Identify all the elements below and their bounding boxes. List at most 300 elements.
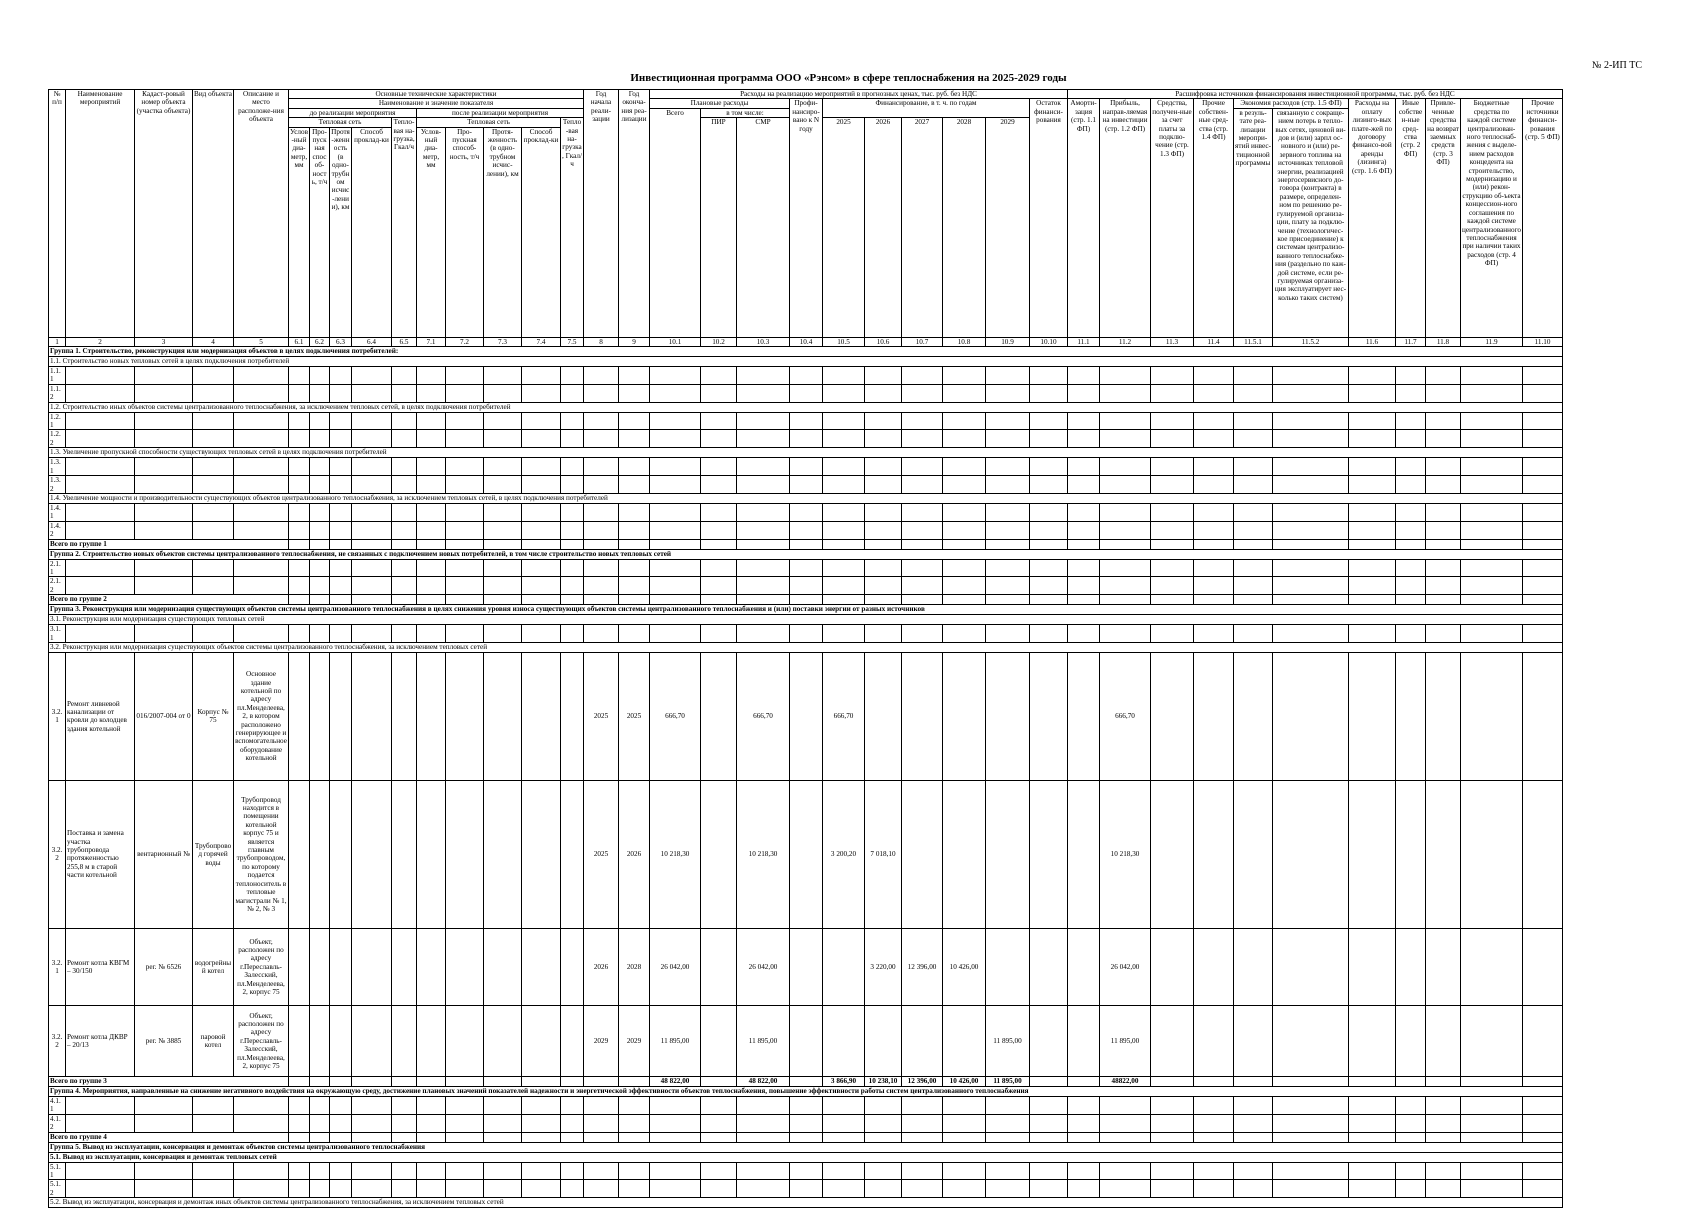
empty-cell xyxy=(986,1096,1030,1114)
empty-cell xyxy=(135,1162,193,1180)
empty-cell xyxy=(1523,539,1563,549)
empty-cell xyxy=(446,625,484,643)
item-name: Ремонт ливневой канализации от кровли до колодцев здания котельной xyxy=(66,652,135,780)
empty-cell xyxy=(1523,595,1563,605)
empty-cell xyxy=(352,625,392,643)
hdr-financing-years: Финансирование, в т. ч. по годам xyxy=(823,99,1030,118)
item-y2026 xyxy=(865,652,902,780)
empty-cell xyxy=(1068,1162,1100,1180)
table-row xyxy=(49,780,1563,928)
empty-cell xyxy=(417,367,446,385)
empty-cell xyxy=(289,430,310,448)
empty-cell xyxy=(790,458,823,476)
column-number: 10.5 xyxy=(823,337,865,346)
empty-cell xyxy=(561,595,584,605)
empty-cell xyxy=(1461,1005,1523,1076)
column-number: 2 xyxy=(66,337,135,346)
section-title: 1.2. Строительство иных объектов системы централизованного теплоснабжения, за исключением тепловых сетей, в целях подключения потребителей xyxy=(49,402,1563,412)
empty-cell xyxy=(1151,521,1194,539)
empty-cell xyxy=(1426,1076,1461,1086)
empty-cell xyxy=(417,458,446,476)
empty-cell xyxy=(1234,1132,1273,1142)
empty-cell xyxy=(737,539,790,549)
column-number: 10.9 xyxy=(986,337,1030,346)
total-total: 48 822,00 xyxy=(650,1076,701,1086)
empty-cell xyxy=(446,367,484,385)
empty-cell xyxy=(943,503,986,521)
hdr-other-own: Прочие собствен-ные сред-ства (стр. 1.4 ФП) xyxy=(1194,99,1234,337)
empty-cell xyxy=(522,928,561,1005)
empty-cell xyxy=(1396,559,1426,577)
item-desc: Объект, расположен по адресу г.Переславль-Залесский, пл.Менделеева, 2, корпус 75 xyxy=(234,1005,289,1076)
empty-cell xyxy=(790,430,823,448)
empty-cell xyxy=(352,1096,392,1114)
empty-cell xyxy=(584,577,619,595)
empty-cell xyxy=(1234,1114,1273,1132)
hdr-network-before: Тепловая сеть xyxy=(289,118,392,127)
empty-cell xyxy=(310,780,330,928)
empty-cell xyxy=(66,577,135,595)
empty-cell xyxy=(310,625,330,643)
hdr-before: до реализации мероприятия xyxy=(289,108,417,117)
empty-cell xyxy=(234,625,289,643)
empty-cell xyxy=(310,1114,330,1132)
item-y2028 xyxy=(943,1005,986,1076)
empty-cell xyxy=(1461,367,1523,385)
empty-cell xyxy=(865,625,902,643)
table-row xyxy=(49,1180,1563,1198)
empty-cell xyxy=(330,539,352,549)
hdr-y2027: 2027 xyxy=(902,118,943,337)
empty-cell xyxy=(737,1162,790,1180)
empty-cell xyxy=(902,384,943,402)
empty-cell xyxy=(484,625,522,643)
empty-cell xyxy=(1151,1162,1194,1180)
empty-cell xyxy=(737,1114,790,1132)
empty-cell xyxy=(234,1114,289,1132)
empty-cell xyxy=(986,503,1030,521)
empty-cell xyxy=(310,430,330,448)
empty-cell xyxy=(417,521,446,539)
empty-cell xyxy=(584,367,619,385)
empty-cell xyxy=(417,595,446,605)
total-y2027: 12 396,00 xyxy=(902,1076,943,1086)
empty-cell xyxy=(310,928,330,1005)
empty-cell xyxy=(1030,780,1068,928)
item-pir xyxy=(701,780,737,928)
row-number: 1.3.2 xyxy=(49,476,66,494)
empty-cell xyxy=(701,367,737,385)
empty-cell xyxy=(619,1114,650,1132)
empty-cell xyxy=(484,1114,522,1132)
empty-cell xyxy=(330,780,352,928)
empty-cell xyxy=(1030,595,1068,605)
empty-cell xyxy=(619,367,650,385)
empty-cell xyxy=(417,652,446,780)
column-number: 10.10 xyxy=(1030,337,1068,346)
empty-cell xyxy=(1151,412,1194,430)
empty-cell xyxy=(1030,625,1068,643)
empty-cell xyxy=(234,1096,289,1114)
total-label: Всего по группе 1 xyxy=(49,539,289,549)
empty-cell xyxy=(986,577,1030,595)
empty-cell xyxy=(446,928,484,1005)
empty-cell xyxy=(66,521,135,539)
empty-cell xyxy=(865,458,902,476)
empty-cell xyxy=(522,1114,561,1132)
total-row xyxy=(49,539,1563,549)
empty-cell xyxy=(1523,384,1563,402)
empty-cell xyxy=(193,458,234,476)
empty-cell xyxy=(701,1132,737,1142)
section-row xyxy=(49,448,1563,458)
hdr-tech-specs: Основные технические характеристики xyxy=(289,90,584,99)
item-cad: рег. № 3885 xyxy=(135,1005,193,1076)
column-number: 7.1 xyxy=(417,337,446,346)
empty-cell xyxy=(1396,1076,1426,1086)
empty-cell xyxy=(737,1180,790,1198)
empty-cell xyxy=(1426,384,1461,402)
empty-cell xyxy=(417,503,446,521)
section-title: 3.2. Реконструкция или модернизация существующих объектов системы централизованного теплоснабжения, за исключением тепловых сетей xyxy=(49,642,1563,652)
table-row xyxy=(49,1096,1563,1114)
empty-cell xyxy=(943,1096,986,1114)
row-number: 2.1.1 xyxy=(49,559,66,577)
empty-cell xyxy=(193,503,234,521)
empty-cell xyxy=(1194,625,1234,643)
column-number: 9 xyxy=(619,337,650,346)
empty-cell xyxy=(1523,577,1563,595)
item-kind: паровой котел xyxy=(193,1005,234,1076)
empty-cell xyxy=(522,367,561,385)
empty-cell xyxy=(1523,559,1563,577)
hdr-description: Описание и место расположе-ния объекта xyxy=(234,90,289,338)
empty-cell xyxy=(865,1096,902,1114)
empty-cell xyxy=(1396,476,1426,494)
item-y2027 xyxy=(902,780,943,928)
section-title: 1.1. Строительство новых тепловых сетей в целях подключения потребителей xyxy=(49,357,1563,367)
empty-cell xyxy=(1100,503,1151,521)
column-number: 6.3 xyxy=(330,337,352,346)
empty-cell xyxy=(310,539,330,549)
empty-cell xyxy=(330,559,352,577)
column-number: 11.8 xyxy=(1426,337,1461,346)
empty-cell xyxy=(330,1132,352,1142)
empty-cell xyxy=(1461,458,1523,476)
empty-cell xyxy=(823,595,865,605)
item-num: 3.2.2 xyxy=(49,780,66,928)
item-num: 3.2.1 xyxy=(49,928,66,1005)
empty-cell xyxy=(701,559,737,577)
empty-cell xyxy=(193,1096,234,1114)
empty-cell xyxy=(66,625,135,643)
empty-cell xyxy=(392,1005,417,1076)
empty-cell xyxy=(823,521,865,539)
empty-cell xyxy=(1194,1180,1234,1198)
item-fin-prev xyxy=(790,780,823,928)
empty-cell xyxy=(392,780,417,928)
empty-cell xyxy=(650,577,701,595)
empty-cell xyxy=(701,412,737,430)
empty-cell xyxy=(1396,384,1426,402)
item-cad: 016/2007-004 от 0 xyxy=(135,652,193,780)
empty-cell xyxy=(1234,384,1273,402)
empty-cell xyxy=(484,577,522,595)
empty-cell xyxy=(352,458,392,476)
column-number: 7.2 xyxy=(446,337,484,346)
total-smr: 48 822,00 xyxy=(737,1076,790,1086)
empty-cell xyxy=(790,384,823,402)
empty-cell xyxy=(1273,412,1349,430)
empty-cell xyxy=(392,367,417,385)
empty-cell xyxy=(522,521,561,539)
empty-cell xyxy=(289,539,310,549)
empty-cell xyxy=(484,652,522,780)
empty-cell xyxy=(1523,625,1563,643)
investment-program-table xyxy=(48,89,1563,1208)
empty-cell xyxy=(1068,1180,1100,1198)
empty-cell xyxy=(823,503,865,521)
empty-cell xyxy=(584,430,619,448)
empty-cell xyxy=(310,652,330,780)
empty-cell xyxy=(650,384,701,402)
empty-cell xyxy=(446,458,484,476)
empty-cell xyxy=(1234,539,1273,549)
empty-cell xyxy=(790,577,823,595)
empty-cell xyxy=(1030,1114,1068,1132)
empty-cell xyxy=(902,521,943,539)
empty-cell xyxy=(522,577,561,595)
empty-cell xyxy=(392,577,417,595)
empty-cell xyxy=(561,521,584,539)
empty-cell xyxy=(619,521,650,539)
empty-cell xyxy=(823,1114,865,1132)
empty-cell xyxy=(619,1180,650,1198)
section-row xyxy=(49,1142,1563,1152)
empty-cell xyxy=(561,367,584,385)
empty-cell xyxy=(1396,412,1426,430)
empty-cell xyxy=(234,503,289,521)
empty-cell xyxy=(650,458,701,476)
empty-cell xyxy=(701,458,737,476)
empty-cell xyxy=(1273,577,1349,595)
empty-cell xyxy=(289,780,310,928)
empty-cell xyxy=(66,503,135,521)
empty-cell xyxy=(522,539,561,549)
empty-cell xyxy=(289,384,310,402)
empty-cell xyxy=(986,1180,1030,1198)
empty-cell xyxy=(737,412,790,430)
row-number: 1.4.2 xyxy=(49,521,66,539)
empty-cell xyxy=(650,559,701,577)
empty-cell xyxy=(1194,559,1234,577)
empty-cell xyxy=(1273,1076,1349,1086)
empty-cell xyxy=(289,652,310,780)
column-number: 11.1 xyxy=(1068,337,1100,346)
empty-cell xyxy=(1194,1162,1234,1180)
empty-cell xyxy=(561,780,584,928)
hdr-kind: Вид объекта xyxy=(193,90,234,338)
empty-cell xyxy=(66,458,135,476)
hdr-amortization: Аморти-зация (стр. 1.1 ФП) xyxy=(1068,99,1100,337)
empty-cell xyxy=(1151,1114,1194,1132)
empty-cell xyxy=(1234,625,1273,643)
empty-cell xyxy=(1396,780,1426,928)
empty-cell xyxy=(737,1096,790,1114)
empty-cell xyxy=(446,1114,484,1132)
empty-cell xyxy=(1349,559,1396,577)
empty-cell xyxy=(446,503,484,521)
empty-cell xyxy=(417,476,446,494)
row-number: 1.1.2 xyxy=(49,384,66,402)
hdr-capacity-before: Про-пускная способ-ность, т/ч xyxy=(310,127,330,337)
section-row xyxy=(49,549,1563,559)
section-row xyxy=(49,347,1563,357)
form-number: № 2-ИП ТС xyxy=(1591,60,1642,71)
empty-cell xyxy=(790,476,823,494)
empty-cell xyxy=(1100,1162,1151,1180)
hdr-year-end: Год оконча-ния реа-лизации xyxy=(619,90,650,338)
item-total: 11 895,00 xyxy=(650,1005,701,1076)
empty-cell xyxy=(1194,503,1234,521)
empty-cell xyxy=(1234,780,1273,928)
empty-cell xyxy=(1234,503,1273,521)
empty-cell xyxy=(561,1005,584,1076)
column-number: 10.4 xyxy=(790,337,823,346)
empty-cell xyxy=(352,430,392,448)
empty-cell xyxy=(66,476,135,494)
empty-cell xyxy=(584,476,619,494)
empty-cell xyxy=(392,412,417,430)
section-row xyxy=(49,357,1563,367)
empty-cell xyxy=(289,1162,310,1180)
empty-cell xyxy=(701,1114,737,1132)
empty-cell xyxy=(310,412,330,430)
empty-cell xyxy=(1151,577,1194,595)
empty-cell xyxy=(561,412,584,430)
empty-cell xyxy=(1396,1162,1426,1180)
empty-cell xyxy=(1396,458,1426,476)
empty-cell xyxy=(1273,458,1349,476)
empty-cell xyxy=(1151,476,1194,494)
empty-cell xyxy=(1030,384,1068,402)
column-number: 8 xyxy=(584,337,619,346)
empty-cell xyxy=(446,1076,484,1086)
total-label: Всего по группе 4 xyxy=(49,1132,289,1142)
empty-cell xyxy=(1426,595,1461,605)
hdr-name: Наименование мероприятий xyxy=(66,90,135,338)
column-number: 11.9 xyxy=(1461,337,1523,346)
empty-cell xyxy=(1426,539,1461,549)
item-y-start: 2025 xyxy=(584,780,619,928)
empty-cell xyxy=(1194,458,1234,476)
empty-cell xyxy=(823,1096,865,1114)
column-number: 11.7 xyxy=(1396,337,1426,346)
section-title: Группа 4. Мероприятия, направленные на снижение негативного воздействия на окружающую среду, достижение плановых значений показателей надежности и энергетической эффективности объектов теплоснабжения, повышение эффективности работы систем централизованного теплоснабжения xyxy=(49,1086,1563,1096)
empty-cell xyxy=(392,1132,417,1142)
empty-cell xyxy=(484,430,522,448)
empty-cell xyxy=(1194,412,1234,430)
empty-cell xyxy=(1068,1096,1100,1114)
empty-cell xyxy=(1273,1162,1349,1180)
empty-cell xyxy=(66,384,135,402)
empty-cell xyxy=(865,539,902,549)
hdr-diameter-after: Услов-ный диа-метр, мм xyxy=(417,127,446,337)
empty-cell xyxy=(650,1180,701,1198)
empty-cell xyxy=(1234,577,1273,595)
empty-cell xyxy=(1426,412,1461,430)
empty-cell xyxy=(392,384,417,402)
empty-cell xyxy=(823,367,865,385)
empty-cell xyxy=(446,559,484,577)
empty-cell xyxy=(584,1180,619,1198)
empty-cell xyxy=(392,928,417,1005)
empty-cell xyxy=(1349,595,1396,605)
empty-cell xyxy=(330,1180,352,1198)
section-title: 5.1. Вывод из эксплуатации, консервация и демонтаж тепловых сетей xyxy=(49,1152,1563,1162)
empty-cell xyxy=(1234,1076,1273,1086)
hdr-sources: Расшифровка источников финансирования инвестиционной программы, тыс. руб. без НДС xyxy=(1068,90,1563,99)
empty-cell xyxy=(522,559,561,577)
empty-cell xyxy=(446,521,484,539)
empty-cell xyxy=(943,559,986,577)
hdr-budget: Бюджетные средства по каждой системе централизован-ного теплоснаб-жения с выделе-нием расходов концедента на строительство, модернизацию и (или) рекон-струкцию об-ъекта концессион-ного соглашения по каждой системе централизованного теплоснабжения при наличии таких расходов (стр. 4 ФП) xyxy=(1461,99,1523,337)
empty-cell xyxy=(484,1180,522,1198)
hdr-network-after: Тепловая сеть xyxy=(417,118,561,127)
empty-cell xyxy=(193,430,234,448)
empty-cell xyxy=(1273,595,1349,605)
empty-cell xyxy=(1461,1180,1523,1198)
item-y2026: 7 018,10 xyxy=(865,780,902,928)
empty-cell xyxy=(135,1114,193,1132)
item-y-end: 2028 xyxy=(619,928,650,1005)
empty-cell xyxy=(943,458,986,476)
empty-cell xyxy=(1151,1076,1194,1086)
empty-cell xyxy=(484,1076,522,1086)
empty-cell xyxy=(1151,384,1194,402)
hdr-num: № п/п xyxy=(49,90,66,338)
empty-cell xyxy=(484,539,522,549)
empty-cell xyxy=(352,780,392,928)
empty-cell xyxy=(330,577,352,595)
empty-cell xyxy=(1234,476,1273,494)
empty-cell xyxy=(1234,928,1273,1005)
empty-cell xyxy=(193,559,234,577)
empty-cell xyxy=(823,1132,865,1142)
empty-cell xyxy=(619,458,650,476)
empty-cell xyxy=(1068,780,1100,928)
empty-cell xyxy=(310,476,330,494)
empty-cell xyxy=(522,652,561,780)
empty-cell xyxy=(135,1180,193,1198)
empty-cell xyxy=(1151,625,1194,643)
empty-cell xyxy=(1426,1096,1461,1114)
empty-cell xyxy=(352,412,392,430)
empty-cell xyxy=(392,539,417,549)
empty-cell xyxy=(135,476,193,494)
item-y2025: 666,70 xyxy=(823,652,865,780)
empty-cell xyxy=(986,1162,1030,1180)
empty-cell xyxy=(446,652,484,780)
table-row xyxy=(49,577,1563,595)
item-smr: 10 218,30 xyxy=(737,780,790,928)
empty-cell xyxy=(1396,503,1426,521)
item-y2025: 3 200,20 xyxy=(823,780,865,928)
empty-cell xyxy=(484,412,522,430)
empty-cell xyxy=(943,1132,986,1142)
total-y2029: 11 895,00 xyxy=(986,1076,1030,1086)
empty-cell xyxy=(135,577,193,595)
